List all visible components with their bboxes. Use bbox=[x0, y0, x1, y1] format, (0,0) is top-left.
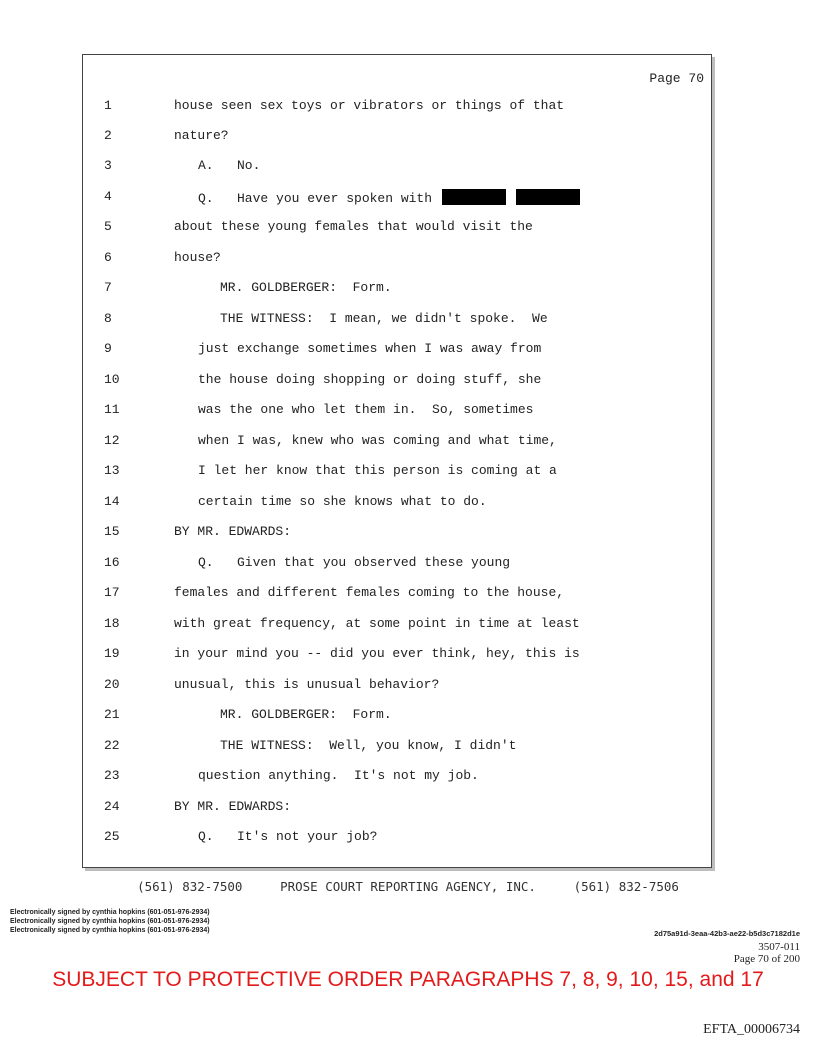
line-number: 22 bbox=[104, 738, 120, 753]
transcript-line bbox=[0, 707, 720, 727]
phone-left: (561) 832-7500 bbox=[137, 879, 243, 894]
line-text: Q. It's not your job? bbox=[198, 829, 378, 844]
signature-line: Electronically signed by cynthia hopkins (601-051-976-2934) bbox=[10, 918, 210, 925]
line-number: 4 bbox=[104, 189, 112, 204]
page-label: Page 70 bbox=[649, 71, 704, 86]
line-text: Q. Given that you observed these young bbox=[198, 555, 511, 570]
reporting-agency-footer bbox=[0, 879, 816, 894]
line-text: females and different females coming to the house, bbox=[174, 585, 565, 600]
line-text: about these young females that would visit the bbox=[174, 219, 533, 234]
line-number: 23 bbox=[104, 768, 120, 783]
transcript-line bbox=[0, 463, 720, 483]
line-number: 18 bbox=[104, 616, 120, 631]
line-number: 6 bbox=[104, 250, 112, 265]
line-number: 11 bbox=[104, 402, 120, 417]
line-number: 19 bbox=[104, 646, 120, 661]
line-text: when I was, knew who was coming and what time, bbox=[198, 433, 557, 448]
page-of: Page 70 of 200 bbox=[733, 953, 800, 965]
transcript-line bbox=[0, 555, 720, 575]
transcript-line bbox=[0, 829, 720, 849]
transcript-line bbox=[0, 585, 720, 605]
line-number: 14 bbox=[104, 494, 120, 509]
line-number: 17 bbox=[104, 585, 120, 600]
line-text: unusual, this is unusual behavior? bbox=[174, 677, 440, 692]
line-text: was the one who let them in. So, sometimes bbox=[198, 402, 534, 417]
line-number: 1 bbox=[104, 98, 112, 113]
line-number: 5 bbox=[104, 219, 112, 234]
transcript-line bbox=[0, 402, 720, 422]
line-number: 10 bbox=[104, 372, 120, 387]
line-number: 21 bbox=[104, 707, 120, 722]
line-text: A. No. bbox=[198, 158, 261, 173]
line-text: house seen sex toys or vibrators or things of that bbox=[174, 98, 565, 113]
transcript-line bbox=[0, 799, 720, 819]
line-number: 3 bbox=[104, 158, 112, 173]
transcript-line bbox=[0, 372, 720, 392]
line-text: nature? bbox=[174, 128, 229, 143]
agency-name: PROSE COURT REPORTING AGENCY, INC. bbox=[280, 879, 536, 894]
line-number: 16 bbox=[104, 555, 120, 570]
line-number: 7 bbox=[104, 280, 112, 295]
signature-line: Electronically signed by cynthia hopkins (601-051-976-2934) bbox=[10, 909, 210, 916]
line-text: MR. GOLDBERGER: Form. bbox=[220, 280, 392, 295]
line-text: just exchange sometimes when I was away from bbox=[198, 341, 542, 356]
redaction-box bbox=[442, 189, 506, 205]
line-number: 20 bbox=[104, 677, 120, 692]
electronic-signatures bbox=[10, 908, 210, 935]
line-text: question anything. It's not my job. bbox=[198, 768, 479, 783]
redaction-box bbox=[516, 189, 580, 205]
transcript-line bbox=[0, 677, 720, 697]
transcript-line bbox=[0, 219, 720, 239]
transcript-line bbox=[0, 189, 720, 209]
line-text-content: Q. Have you ever spoken with bbox=[198, 191, 433, 206]
line-number: 2 bbox=[104, 128, 112, 143]
transcript-line bbox=[0, 158, 720, 178]
transcript-line bbox=[0, 494, 720, 514]
signature-line: Electronically signed by cynthia hopkins (601-051-976-2934) bbox=[10, 927, 210, 934]
line-number: 24 bbox=[104, 799, 120, 814]
doc-ref: 3507-011 bbox=[758, 941, 800, 953]
transcript-line bbox=[0, 311, 720, 331]
transcript-line bbox=[0, 98, 720, 118]
transcript-line bbox=[0, 616, 720, 636]
transcript-line bbox=[0, 128, 720, 148]
line-number: 15 bbox=[104, 524, 120, 539]
line-text: house? bbox=[174, 250, 221, 265]
line-number: 12 bbox=[104, 433, 120, 448]
transcript-line bbox=[0, 524, 720, 544]
transcript-line bbox=[0, 250, 720, 270]
protective-order-notice: SUBJECT TO PROTECTIVE ORDER PARAGRAPHS 7, 8, 9, 10, 15, and 17 bbox=[52, 968, 764, 991]
transcript-line bbox=[0, 768, 720, 788]
line-text: with great frequency, at some point in time at least bbox=[174, 616, 580, 631]
bates-number: EFTA_00006734 bbox=[703, 1022, 800, 1037]
line-number: 25 bbox=[104, 829, 120, 844]
line-text: MR. GOLDBERGER: Form. bbox=[220, 707, 392, 722]
line-text bbox=[198, 189, 580, 206]
transcript-line bbox=[0, 646, 720, 666]
line-text: BY MR. EDWARDS: bbox=[174, 524, 292, 539]
transcript-line bbox=[0, 341, 720, 361]
line-text: in your mind you -- did you ever think, hey, this is bbox=[174, 646, 580, 661]
transcript-line bbox=[0, 738, 720, 758]
document-hash: 2d75a91d-3eaa-42b3-ae22-b5d3c7182d1e bbox=[654, 929, 800, 938]
line-text: BY MR. EDWARDS: bbox=[174, 799, 292, 814]
line-text: I let her know that this person is coming at a bbox=[198, 463, 557, 478]
line-text: certain time so she knows what to do. bbox=[198, 494, 487, 509]
document-reference bbox=[734, 941, 800, 965]
transcript-line bbox=[0, 433, 720, 453]
line-text: THE WITNESS: I mean, we didn't spoke. We bbox=[220, 311, 548, 326]
line-text: the house doing shopping or doing stuff, she bbox=[198, 372, 542, 387]
line-number: 8 bbox=[104, 311, 112, 326]
line-number: 13 bbox=[104, 463, 120, 478]
line-number: 9 bbox=[104, 341, 112, 356]
phone-right: (561) 832-7506 bbox=[573, 879, 679, 894]
line-text: THE WITNESS: Well, you know, I didn't bbox=[220, 738, 517, 753]
transcript-line bbox=[0, 280, 720, 300]
